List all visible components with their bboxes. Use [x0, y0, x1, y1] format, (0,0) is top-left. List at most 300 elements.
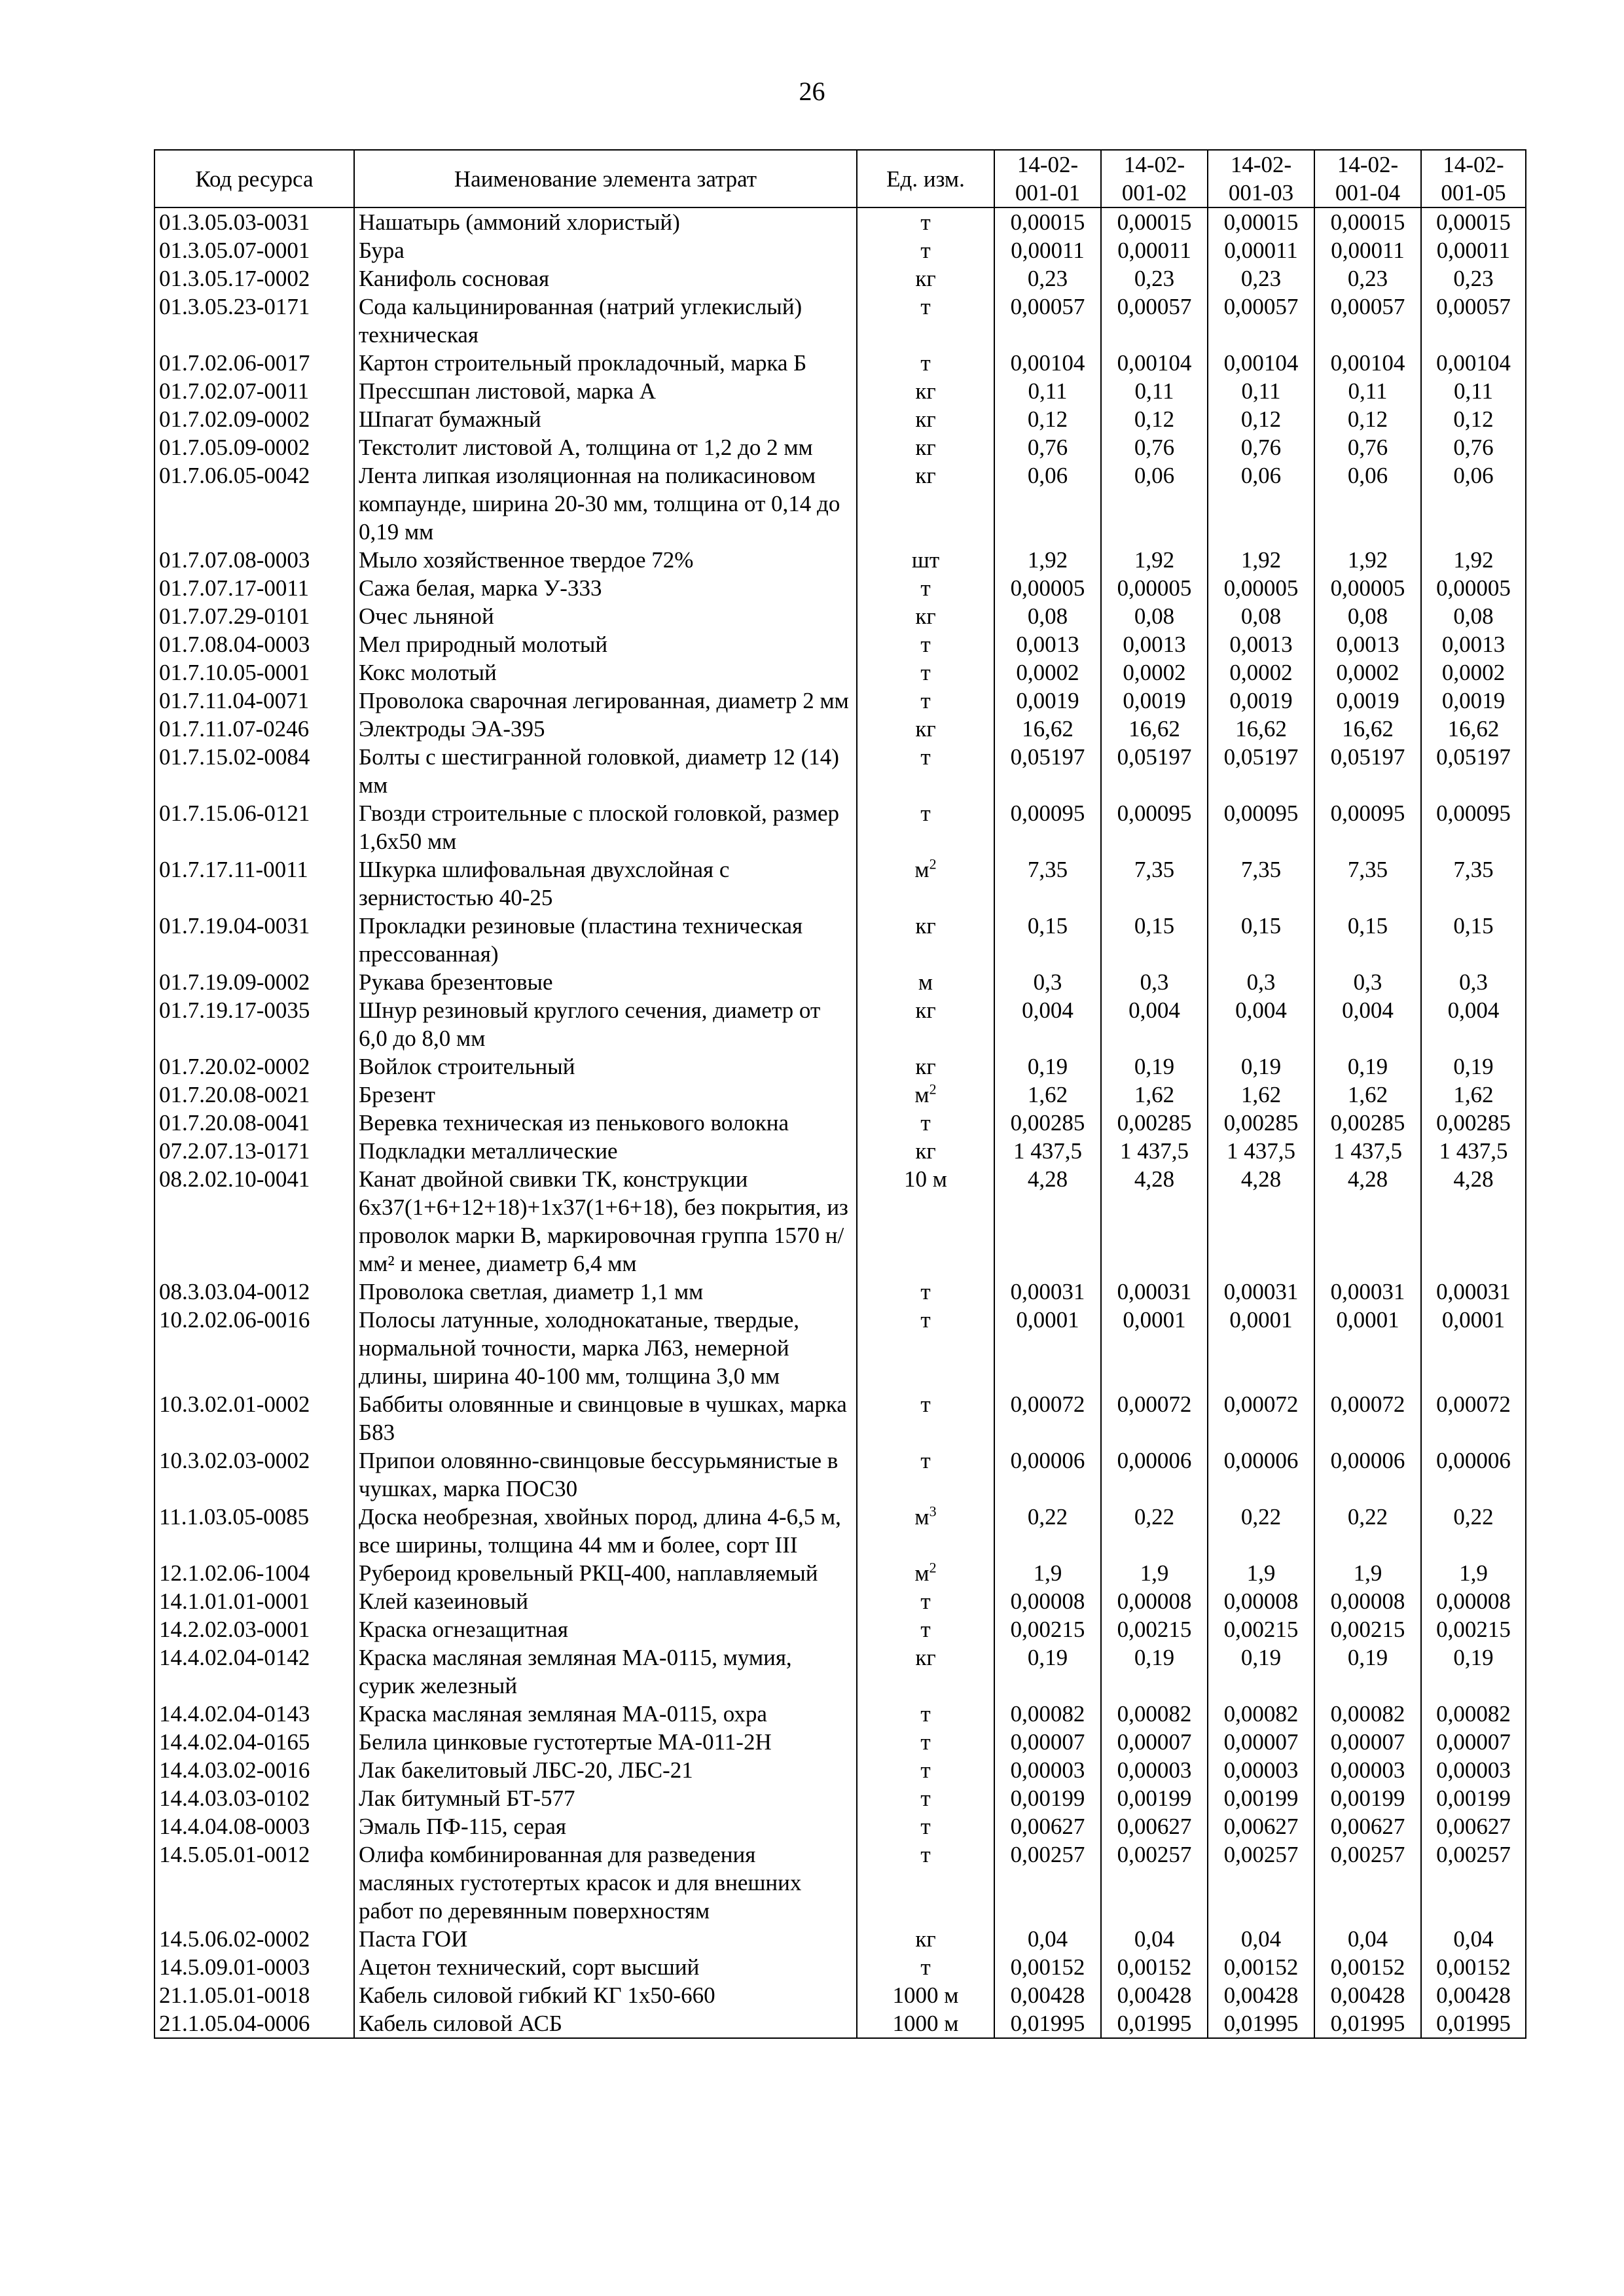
resource-code: 08.3.03.04-0012 — [154, 1278, 354, 1306]
value-col-2: 0,00152 — [1101, 1953, 1208, 1981]
table-row — [154, 968, 1526, 996]
value-col-5: 0,08 — [1421, 602, 1526, 630]
value-col-2: 0,12 — [1101, 405, 1208, 433]
value-col-2: 0,00104 — [1101, 349, 1208, 377]
resource-code: 01.7.07.08-0003 — [154, 546, 354, 574]
value-col-3: 0,00627 — [1208, 1812, 1314, 1840]
value-col-4: 0,23 — [1314, 264, 1421, 293]
value-col-1: 0,19 — [994, 1052, 1101, 1081]
unit-text: шт — [911, 547, 940, 573]
resource-name: Шпагат бумажный — [354, 405, 857, 433]
resource-code: 11.1.03.05-0085 — [154, 1503, 354, 1559]
resource-unit — [857, 968, 994, 996]
value-col-5: 0,01995 — [1421, 2009, 1526, 2038]
value-col-5: 0,00011 — [1421, 236, 1526, 264]
table-row — [154, 433, 1526, 461]
value-col-1: 0,0019 — [994, 687, 1101, 715]
resource-code: 01.7.05.09-0002 — [154, 433, 354, 461]
value-col-4: 0,0019 — [1314, 687, 1421, 715]
table-row — [154, 1587, 1526, 1615]
value-col-4: 0,00215 — [1314, 1615, 1421, 1643]
value-col-2: 0,00008 — [1101, 1587, 1208, 1615]
resource-name: Брезент — [354, 1081, 857, 1109]
value-col-4: 1,92 — [1314, 546, 1421, 574]
unit-text: т — [920, 1307, 931, 1333]
value-col-2: 0,0019 — [1101, 687, 1208, 715]
resource-name: Клей казеиновый — [354, 1587, 857, 1615]
table-row — [154, 1446, 1526, 1503]
resource-name: Шкурка шлифовальная двухслойная с зернистостью 40-25 — [354, 855, 857, 912]
value-col-1: 0,00011 — [994, 236, 1101, 264]
value-col-5: 0,05197 — [1421, 743, 1526, 799]
resource-unit — [857, 2009, 994, 2038]
resource-code: 01.7.15.06-0121 — [154, 799, 354, 855]
resource-unit — [857, 461, 994, 546]
value-col-2: 0,00005 — [1101, 574, 1208, 602]
resource-name: Картон строительный прокладочный, марка Б — [354, 349, 857, 377]
resource-unit — [857, 1559, 994, 1587]
resource-name: Электроды ЭА-395 — [354, 715, 857, 743]
value-col-4: 0,19 — [1314, 1643, 1421, 1700]
table-row — [154, 236, 1526, 264]
value-col-3: 0,0002 — [1208, 658, 1314, 687]
table-row — [154, 1840, 1526, 1925]
value-col-4: 1,9 — [1314, 1559, 1421, 1587]
table-row — [154, 349, 1526, 377]
value-col-5: 4,28 — [1421, 1165, 1526, 1278]
value-col-4: 1 437,5 — [1314, 1137, 1421, 1165]
resource-code: 14.4.03.03-0102 — [154, 1784, 354, 1812]
resource-code: 01.3.05.07-0001 — [154, 236, 354, 264]
resource-code: 01.7.20.02-0002 — [154, 1052, 354, 1081]
resource-code: 01.7.10.05-0001 — [154, 658, 354, 687]
value-col-3: 0,00072 — [1208, 1390, 1314, 1446]
table-row — [154, 1643, 1526, 1700]
value-col-4: 0,00285 — [1314, 1109, 1421, 1137]
resource-name: Лак битумный БТ-577 — [354, 1784, 857, 1812]
resource-name: Краска масляная земляная МА-0115, мумия, сурик железный — [354, 1643, 857, 1700]
value-col-1: 1 437,5 — [994, 1137, 1101, 1165]
value-col-1: 0,76 — [994, 433, 1101, 461]
resource-unit — [857, 855, 994, 912]
value-col-2: 0,11 — [1101, 377, 1208, 405]
resource-code: 10.3.02.01-0002 — [154, 1390, 354, 1446]
unit-text: т — [920, 350, 931, 376]
value-col-1: 0,08 — [994, 602, 1101, 630]
resource-code: 14.5.09.01-0003 — [154, 1953, 354, 1981]
value-col-5: 0,19 — [1421, 1052, 1526, 1081]
value-col-3: 0,0019 — [1208, 687, 1314, 715]
value-col-4: 0,3 — [1314, 968, 1421, 996]
resource-code: 01.7.19.17-0035 — [154, 996, 354, 1052]
value-col-5: 0,23 — [1421, 264, 1526, 293]
value-col-4: 0,00006 — [1314, 1446, 1421, 1503]
resource-code: 01.7.02.06-0017 — [154, 349, 354, 377]
resource-code: 01.3.05.17-0002 — [154, 264, 354, 293]
value-col-5: 0,76 — [1421, 433, 1526, 461]
unit-text: кг — [915, 406, 936, 432]
value-col-1: 0,15 — [994, 912, 1101, 968]
resource-name: Кабель силовой АСБ — [354, 2009, 857, 2038]
value-col-4: 0,0001 — [1314, 1306, 1421, 1390]
value-col-5: 0,00104 — [1421, 349, 1526, 377]
resource-unit — [857, 912, 994, 968]
value-col-5: 1,62 — [1421, 1081, 1526, 1109]
resource-name: Текстолит листовой А, толщина от 1,2 до 2 мм — [354, 433, 857, 461]
value-col-2: 0,00057 — [1101, 293, 1208, 349]
value-col-1: 0,00007 — [994, 1728, 1101, 1756]
resource-table — [154, 149, 1526, 2039]
table-row — [154, 1700, 1526, 1728]
table-row — [154, 293, 1526, 349]
value-col-4: 0,00011 — [1314, 236, 1421, 264]
resource-unit — [857, 236, 994, 264]
value-col-5: 0,00257 — [1421, 1840, 1526, 1925]
value-col-4: 4,28 — [1314, 1165, 1421, 1278]
unit-text: 1000 м — [892, 2011, 959, 2036]
value-col-3: 0,01995 — [1208, 2009, 1314, 2038]
value-col-4: 1,62 — [1314, 1081, 1421, 1109]
resource-unit — [857, 1390, 994, 1446]
value-col-5: 0,00215 — [1421, 1615, 1526, 1643]
unit-text: кг — [915, 435, 936, 460]
table-row — [154, 461, 1526, 546]
resource-unit — [857, 658, 994, 687]
table-row — [154, 630, 1526, 658]
value-col-5: 0,0019 — [1421, 687, 1526, 715]
value-col-2: 0,01995 — [1101, 2009, 1208, 2038]
value-col-3: 1,9 — [1208, 1559, 1314, 1587]
resource-name: Ацетон технический, сорт высший — [354, 1953, 857, 1981]
resource-code: 14.5.05.01-0012 — [154, 1840, 354, 1925]
resource-unit — [857, 1615, 994, 1643]
table-row — [154, 1953, 1526, 1981]
value-col-3: 0,19 — [1208, 1052, 1314, 1081]
resource-unit — [857, 377, 994, 405]
table-row — [154, 912, 1526, 968]
resource-name: Кокс молотый — [354, 658, 857, 687]
unit-text: 1000 м — [892, 1982, 959, 2008]
resource-unit — [857, 1165, 994, 1278]
resource-unit — [857, 1137, 994, 1165]
resource-name: Белила цинковые густотертые МА-011-2Н — [354, 1728, 857, 1756]
resource-name: Сода кальцинированная (натрий углекислый) техническая — [354, 293, 857, 349]
resource-unit — [857, 602, 994, 630]
unit-text: кг — [915, 1645, 936, 1670]
value-col-1: 0,01995 — [994, 2009, 1101, 2038]
value-col-2: 0,00095 — [1101, 799, 1208, 855]
table-row — [154, 602, 1526, 630]
resource-name: Краска огнезащитная — [354, 1615, 857, 1643]
unit-text: т — [920, 1954, 931, 1980]
value-col-3: 0,004 — [1208, 996, 1314, 1052]
header-col-4: 14-02- 001-04 — [1314, 150, 1421, 207]
value-col-5: 7,35 — [1421, 855, 1526, 912]
resource-code: 14.4.02.04-0143 — [154, 1700, 354, 1728]
unit-text: т — [920, 744, 931, 770]
value-col-4: 0,19 — [1314, 1052, 1421, 1081]
value-col-2: 16,62 — [1101, 715, 1208, 743]
value-col-5: 16,62 — [1421, 715, 1526, 743]
resource-code: 01.7.06.05-0042 — [154, 461, 354, 546]
resource-unit — [857, 349, 994, 377]
unit-text: кг — [915, 716, 936, 742]
header-col-1: 14-02- 001-01 — [994, 150, 1101, 207]
unit-text: т — [920, 294, 931, 319]
value-col-3: 0,19 — [1208, 1643, 1314, 1700]
value-col-1: 0,05197 — [994, 743, 1101, 799]
value-col-5: 0,00082 — [1421, 1700, 1526, 1728]
value-col-1: 0,004 — [994, 996, 1101, 1052]
value-col-5: 0,00003 — [1421, 1756, 1526, 1784]
unit-text: 10 м — [904, 1166, 947, 1192]
unit-text: кг — [915, 1926, 936, 1952]
value-col-1: 0,0001 — [994, 1306, 1101, 1390]
unit-text: т — [920, 1448, 931, 1473]
resource-unit — [857, 1109, 994, 1137]
resource-code: 01.7.19.04-0031 — [154, 912, 354, 968]
value-col-3: 0,0001 — [1208, 1306, 1314, 1390]
value-col-4: 0,08 — [1314, 602, 1421, 630]
value-col-1: 0,00095 — [994, 799, 1101, 855]
resource-name: Паста ГОИ — [354, 1925, 857, 1953]
table-row — [154, 743, 1526, 799]
resource-unit — [857, 715, 994, 743]
value-col-5: 0,00199 — [1421, 1784, 1526, 1812]
value-col-1: 0,00003 — [994, 1756, 1101, 1784]
value-col-3: 0,00215 — [1208, 1615, 1314, 1643]
unit-text: м — [914, 1082, 929, 1107]
resource-name: Прокладки резиновые (пластина техническая прессованная) — [354, 912, 857, 968]
table-row — [154, 1165, 1526, 1278]
table-row — [154, 1052, 1526, 1081]
table-row — [154, 1306, 1526, 1390]
value-col-3: 0,00082 — [1208, 1700, 1314, 1728]
unit-text: м — [918, 969, 933, 995]
value-col-2: 0,22 — [1101, 1503, 1208, 1559]
value-col-3: 0,12 — [1208, 405, 1314, 433]
value-col-5: 0,0001 — [1421, 1306, 1526, 1390]
resource-code: 01.7.07.29-0101 — [154, 602, 354, 630]
value-col-5: 0,00095 — [1421, 799, 1526, 855]
value-col-3: 0,00285 — [1208, 1109, 1314, 1137]
unit-text: т — [920, 1842, 931, 1867]
value-col-5: 0,22 — [1421, 1503, 1526, 1559]
value-col-1: 0,00057 — [994, 293, 1101, 349]
table-row — [154, 405, 1526, 433]
resource-name: Очес льняной — [354, 602, 857, 630]
resource-unit — [857, 1503, 994, 1559]
resource-code: 01.7.20.08-0041 — [154, 1109, 354, 1137]
resource-name: Канифоль сосновая — [354, 264, 857, 293]
table-row — [154, 264, 1526, 293]
resource-code: 14.1.01.01-0001 — [154, 1587, 354, 1615]
value-col-5: 0,00072 — [1421, 1390, 1526, 1446]
value-col-5: 0,11 — [1421, 377, 1526, 405]
unit-exponent: 2 — [929, 1081, 937, 1098]
value-col-3: 0,00015 — [1208, 207, 1314, 236]
value-col-5: 0,00285 — [1421, 1109, 1526, 1137]
resource-code: 01.7.15.02-0084 — [154, 743, 354, 799]
resource-code: 14.4.04.08-0003 — [154, 1812, 354, 1840]
value-col-4: 0,00072 — [1314, 1390, 1421, 1446]
resource-unit — [857, 1643, 994, 1700]
value-col-1: 0,04 — [994, 1925, 1101, 1953]
resource-name: Болты с шестигранной головкой, диаметр 12 (14) мм — [354, 743, 857, 799]
resource-unit — [857, 207, 994, 236]
value-col-2: 0,00011 — [1101, 236, 1208, 264]
page-number: 26 — [799, 77, 825, 106]
value-col-2: 0,00428 — [1101, 1981, 1208, 2009]
resource-name: Лента липкая изоляционная на поликасиновом компаунде, ширина 20-30 мм, толщина от 0,14 до 0,19 мм — [354, 461, 857, 546]
resource-unit — [857, 546, 994, 574]
resource-code: 14.4.02.04-0142 — [154, 1643, 354, 1700]
value-col-3: 0,00152 — [1208, 1953, 1314, 1981]
value-col-1: 0,00006 — [994, 1446, 1101, 1503]
unit-text: т — [920, 1757, 931, 1783]
value-col-5: 0,00015 — [1421, 207, 1526, 236]
value-col-3: 0,76 — [1208, 433, 1314, 461]
value-col-5: 0,06 — [1421, 461, 1526, 546]
value-col-2: 0,76 — [1101, 433, 1208, 461]
unit-text: т — [920, 632, 931, 657]
resource-unit — [857, 264, 994, 293]
resource-unit — [857, 1587, 994, 1615]
resource-name: Рукава брезентовые — [354, 968, 857, 996]
resource-code: 01.7.07.17-0011 — [154, 574, 354, 602]
value-col-3: 1,92 — [1208, 546, 1314, 574]
resource-code: 01.7.11.07-0246 — [154, 715, 354, 743]
value-col-2: 4,28 — [1101, 1165, 1208, 1278]
value-col-5: 0,04 — [1421, 1925, 1526, 1953]
value-col-4: 0,0002 — [1314, 658, 1421, 687]
value-col-4: 0,00015 — [1314, 207, 1421, 236]
value-col-1: 0,00215 — [994, 1615, 1101, 1643]
value-col-4: 0,12 — [1314, 405, 1421, 433]
resource-unit — [857, 1784, 994, 1812]
resource-name: Олифа комбинированная для разведения масляных густотертых красок и для внешних работ по деревянным поверхностям — [354, 1840, 857, 1925]
resource-unit — [857, 1081, 994, 1109]
value-col-5: 1,9 — [1421, 1559, 1526, 1587]
unit-text: т — [920, 1617, 931, 1642]
table-row — [154, 687, 1526, 715]
value-col-1: 0,00031 — [994, 1278, 1101, 1306]
resource-name: Прессшпан листовой, марка А — [354, 377, 857, 405]
value-col-5: 0,004 — [1421, 996, 1526, 1052]
resource-name: Проволока сварочная легированная, диаметр 2 мм — [354, 687, 857, 715]
resource-unit — [857, 293, 994, 349]
value-col-4: 0,04 — [1314, 1925, 1421, 1953]
unit-text: т — [920, 800, 931, 826]
table-row — [154, 1981, 1526, 2009]
value-col-1: 4,28 — [994, 1165, 1101, 1278]
value-col-3: 0,11 — [1208, 377, 1314, 405]
value-col-5: 0,19 — [1421, 1643, 1526, 1700]
resource-name: Проволока светлая, диаметр 1,1 мм — [354, 1278, 857, 1306]
value-col-1: 0,00257 — [994, 1840, 1101, 1925]
value-col-4: 0,00152 — [1314, 1953, 1421, 1981]
value-col-3: 0,04 — [1208, 1925, 1314, 1953]
value-col-4: 0,06 — [1314, 461, 1421, 546]
value-col-4: 0,01995 — [1314, 2009, 1421, 2038]
table-row — [154, 1390, 1526, 1446]
value-col-5: 0,00627 — [1421, 1812, 1526, 1840]
resource-name: Рубероид кровельный РКЦ-400, наплавляемый — [354, 1559, 857, 1587]
resource-unit — [857, 743, 994, 799]
value-col-1: 0,00072 — [994, 1390, 1101, 1446]
value-col-1: 1,9 — [994, 1559, 1101, 1587]
value-col-2: 1,9 — [1101, 1559, 1208, 1587]
value-col-1: 1,62 — [994, 1081, 1101, 1109]
value-col-5: 0,0002 — [1421, 658, 1526, 687]
value-col-3: 0,00008 — [1208, 1587, 1314, 1615]
table-row — [154, 1756, 1526, 1784]
resource-code: 01.7.20.08-0021 — [154, 1081, 354, 1109]
table-row — [154, 658, 1526, 687]
value-col-2: 0,04 — [1101, 1925, 1208, 1953]
value-col-2: 1,92 — [1101, 546, 1208, 574]
value-col-4: 0,11 — [1314, 377, 1421, 405]
resource-unit — [857, 1278, 994, 1306]
value-col-2: 0,00215 — [1101, 1615, 1208, 1643]
value-col-5: 0,00007 — [1421, 1728, 1526, 1756]
value-col-3: 0,3 — [1208, 968, 1314, 996]
value-col-1: 7,35 — [994, 855, 1101, 912]
value-col-1: 0,23 — [994, 264, 1101, 293]
resource-unit — [857, 1700, 994, 1728]
resource-name: Мыло хозяйственное твердое 72% — [354, 546, 857, 574]
resource-code: 01.7.08.04-0003 — [154, 630, 354, 658]
resource-code: 10.3.02.03-0002 — [154, 1446, 354, 1503]
resource-unit — [857, 1756, 994, 1784]
resource-name: Нашатырь (аммоний хлористый) — [354, 207, 857, 236]
value-col-4: 0,0013 — [1314, 630, 1421, 658]
table-row — [154, 1109, 1526, 1137]
resource-unit — [857, 1052, 994, 1081]
value-col-4: 7,35 — [1314, 855, 1421, 912]
resource-name: Мел природный молотый — [354, 630, 857, 658]
value-col-3: 0,00095 — [1208, 799, 1314, 855]
value-col-2: 0,00031 — [1101, 1278, 1208, 1306]
resource-code: 21.1.05.01-0018 — [154, 1981, 354, 2009]
value-col-3: 7,35 — [1208, 855, 1314, 912]
resource-unit — [857, 405, 994, 433]
resource-unit — [857, 1925, 994, 1953]
value-col-3: 0,00006 — [1208, 1446, 1314, 1503]
value-col-3: 0,00031 — [1208, 1278, 1314, 1306]
value-col-2: 0,00003 — [1101, 1756, 1208, 1784]
resource-name: Доска необрезная, хвойных пород, длина 4-6,5 м, все ширины, толщина 44 мм и более, сорт III — [354, 1503, 857, 1559]
table-row — [154, 1503, 1526, 1559]
value-col-2: 0,0001 — [1101, 1306, 1208, 1390]
unit-text: м — [914, 1560, 929, 1586]
value-col-4: 16,62 — [1314, 715, 1421, 743]
value-col-3: 0,00057 — [1208, 293, 1314, 349]
table-row — [154, 1925, 1526, 1953]
value-col-2: 0,00199 — [1101, 1784, 1208, 1812]
resource-unit — [857, 687, 994, 715]
value-col-4: 0,00257 — [1314, 1840, 1421, 1925]
value-col-2: 1,62 — [1101, 1081, 1208, 1109]
value-col-5: 0,00057 — [1421, 293, 1526, 349]
resource-name: Лак бакелитовый ЛБС-20, ЛБС-21 — [354, 1756, 857, 1784]
table-row — [154, 546, 1526, 574]
resource-unit — [857, 574, 994, 602]
value-col-2: 7,35 — [1101, 855, 1208, 912]
value-col-3: 0,00199 — [1208, 1784, 1314, 1812]
resource-unit — [857, 1812, 994, 1840]
resource-code: 01.7.11.04-0071 — [154, 687, 354, 715]
